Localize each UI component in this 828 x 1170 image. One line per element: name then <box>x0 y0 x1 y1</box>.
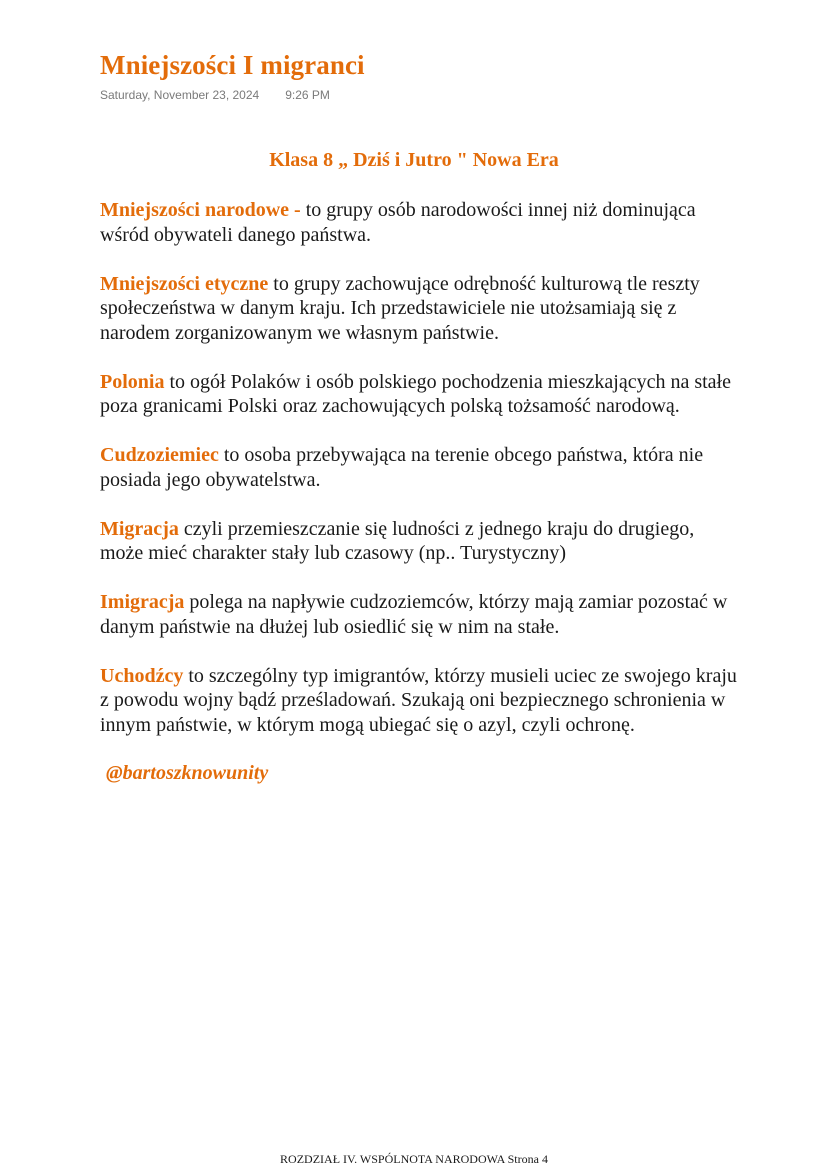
page-meta <box>100 88 330 102</box>
definition-entry <box>100 370 740 419</box>
definition-term: Cudzoziemiec <box>100 444 219 466</box>
author-handle: @bartoszknowunity <box>106 762 269 784</box>
definition-text: to grupy zachowujące odrębność kulturową tle reszty społeczeństwa w danym kraju. Ich przedstawiciele nie utożsamiają się z narodem zorganizowanym we własnym państwie. <box>100 272 700 344</box>
definition-term: Migracja <box>100 517 179 540</box>
section-subtitle: Klasa 8 „ Dziś i Jutro " Nowa Era <box>269 149 559 171</box>
definition-term: Mniejszości narodowe - <box>100 199 301 221</box>
definition-entry <box>100 664 740 738</box>
definition-entry <box>100 198 740 247</box>
definition-text: to osoba przebywająca na terenie obcego państwa, która nie posiada jego obywatelstwa. <box>100 444 704 491</box>
definition-entry <box>100 272 740 346</box>
page-footer: ROZDZIAŁ IV. WSPÓLNOTA NARODOWA Strona 4 <box>280 1152 548 1166</box>
definition-text: polega na napływie cudzoziemców, którzy mają zamiar pozostać w danym państwie na dłużej lub osiedlić się w nim na stałe. <box>100 591 728 638</box>
definition-term: Imigracja <box>100 591 185 613</box>
page-date: Saturday, November 23, 2024 <box>100 88 260 102</box>
definition-term: Uchodźcy <box>100 664 184 687</box>
definition-entry <box>100 443 740 492</box>
definition-term: Mniejszości etyczne <box>100 272 269 295</box>
page-time: 9:26 PM <box>285 88 330 102</box>
definition-text: to ogół Polaków i osób polskiego pochodzenia mieszkających na stałe poza granicami Polski oraz zachowujących polską tożsamość narodową. <box>100 370 731 417</box>
definition-entry <box>100 517 740 566</box>
definition-term: Polonia <box>100 370 165 393</box>
definitions-list <box>100 198 740 785</box>
definition-text: to grupy osób narodowości innej niż dominująca wśród obywateli danego państwa. <box>100 199 696 246</box>
definition-entry <box>100 590 740 639</box>
page-title: Mniejszości I migranci <box>100 50 365 80</box>
definition-text: czyli przemieszczanie się ludności z jednego kraju do drugiego, może mieć charakter stały lub czasowy (np.. Turystyczny) <box>100 517 695 564</box>
definition-text: to szczególny typ imigrantów, którzy musieli uciec ze swojego kraju z powodu wojny bądź prześladowań. Szukają oni bezpiecznego schronienia w innym państwie, w którym mogą ubiegać się o azyl, czyli ochronę. <box>100 664 737 736</box>
